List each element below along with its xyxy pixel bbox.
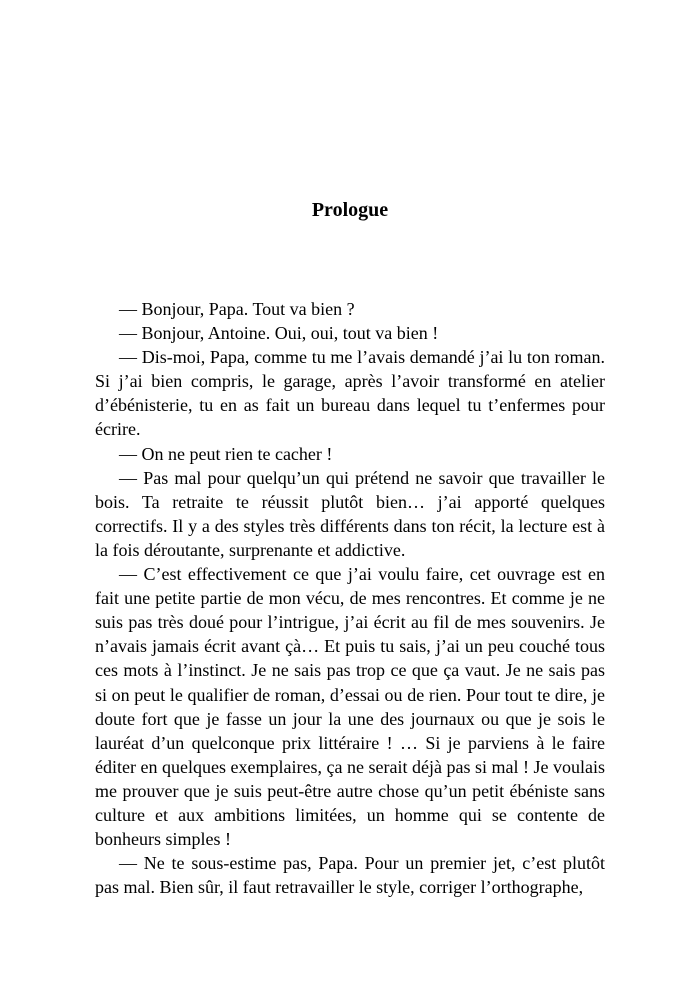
chapter-title: Prologue (311, 199, 389, 221)
paragraph: — Bonjour, Papa. Tout va bien ? (119, 299, 355, 319)
paragraph: — Pas mal pour quelqu’un qui prétend ne savoir que travailler le bois. Ta retraite te réussit plutôt bien… j’ai apporté quelques correctifs. Il y a des styles très différents dans ton récit, la lecture est à la fois déroutante, surprenante et addictive. (95, 467, 605, 560)
prologue-text (95, 297, 605, 899)
paragraph: — C’est effectivement ce que j’ai voulu faire, cet ouvrage est en fait une petite partie de mon vécu, de mes rencontres. Et comme je ne suis pas très doué pour l’intrigue, j’ai écrit au fil de mes souvenirs. Je n’avais jamais écrit avant çà… Et puis tu sais, j’ai un peu couché tous ces mots à l’instinct. Je ne sais pas trop ce que ça vaut. Je ne sais pas si on peut le qualifier de roman, d’essai ou de rien. Pour tout te dire, je doute fort que je fasse un jour la une des journaux ou que je sois le lauréat d’un quelconque prix littéraire ! … Si je parviens à le faire éditer en quelques exemplaires, ça ne serait déjà pas si mal ! Je voulais me prouver que je suis peut-être autre chose qu’un petit ébéniste sans culture et aux ambitions limitées, un homme qui se contente de bonheurs simples ! (95, 564, 605, 850)
paragraph: — Bonjour, Antoine. Oui, oui, tout va bien ! (119, 323, 439, 344)
paragraph: — Dis-moi, Papa, comme tu me l’avais demandé j’ai lu ton roman. Si j’ai bien compris, le garage, après l’avoir transformé en atelier d’ébénisterie, tu en as fait un bureau dans lequel tu t’enfermes pour écrire. (95, 347, 605, 440)
paragraph: — On ne peut rien te cacher ! (119, 443, 333, 464)
paragraph: — Ne te sous-estime pas, Papa. Pour un premier jet, c’est plutôt pas mal. Bien sûr, il faut retravailler le style, corriger l’orthographe, (95, 853, 605, 898)
